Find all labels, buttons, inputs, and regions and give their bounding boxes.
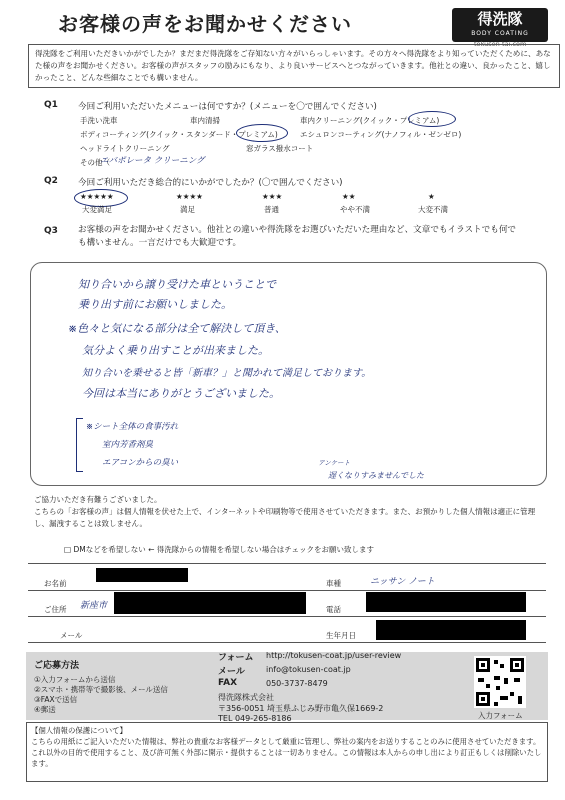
comment-line: ※色々と気になる部分は全て解決して頂き、 bbox=[68, 322, 286, 335]
q1-option: エシュロンコーティング(ナノフィル・ゼンゼロ) bbox=[300, 130, 462, 139]
intro-text: 得洗隊をご利用いただきいかがでしたか？まだまだ得洗隊をご存知ない方々がいらっしゃいます。その方々へ得洗隊をより知っていただくために、あなた様の声をお聞かせください。お客様の声がスタッフの励みにもなり、より良いサービスへとつながっていきます。他社との違い、良かったこと、嬉しかったこと、どんな些細なことでも構いません。 bbox=[28, 44, 560, 88]
q1-label: Q1 bbox=[44, 100, 58, 110]
q1-option: その他（ bbox=[80, 158, 110, 167]
rating-label: 大変不満 bbox=[418, 205, 448, 214]
comment-line: 乗り出す前にお願いしました。 bbox=[78, 298, 232, 311]
comment-line: 知り合いから譲り受けた車ということで bbox=[78, 278, 276, 291]
address-label: ご住所 bbox=[44, 605, 67, 614]
consent-text: こちらの「お客様の声」は個人情報を伏せた上で、インターネットや印刷物等で使用させていただきます。また、お預かりした個人情報は適正に管理し、漏洩することは致しません。 bbox=[34, 507, 536, 528]
mail-label: メール bbox=[60, 631, 83, 640]
company-address: 〒356-0051 埼玉県ふじみ野市亀久保1669-2 bbox=[218, 704, 384, 713]
address-value: 新座市 bbox=[80, 601, 108, 611]
q1-question: 今回ご利用いただいたメニューは何ですか？(メニューを〇で囲んでください) bbox=[78, 102, 377, 112]
dm-optout-checkbox[interactable]: □ DMなどを希望しない ← 得洗隊からの情報を希望しない場合はチェックをお願い致します bbox=[64, 545, 375, 554]
selection-circle bbox=[408, 111, 456, 127]
redacted-phone bbox=[366, 592, 526, 612]
bracket-mark bbox=[76, 418, 83, 472]
rating-label: 大変満足 bbox=[82, 205, 112, 214]
rating-label: 普通 bbox=[264, 205, 279, 214]
company-logo bbox=[452, 8, 548, 42]
fax-number: 050-3737-8479 bbox=[266, 679, 328, 688]
q3-label: Q3 bbox=[44, 226, 58, 236]
form-url[interactable]: http://tokusen-coat.jp/user-review bbox=[266, 651, 402, 660]
q1-option: ボディコーティング(クイック・スタンダード・プレミアム) bbox=[80, 130, 278, 139]
q2-label: Q2 bbox=[44, 176, 58, 186]
thanks-text: ご協力いただき有難うございました。 bbox=[34, 495, 162, 504]
privacy-notice bbox=[26, 722, 548, 782]
privacy-title: 【個人情報の保護について】 bbox=[31, 726, 127, 735]
rating-label: やや不満 bbox=[340, 205, 370, 214]
rating-stars: ★★★★ bbox=[176, 192, 203, 201]
site-url: tokusen-tai.com bbox=[474, 40, 527, 48]
redacted-address bbox=[114, 592, 306, 614]
birth-label: 生年月日 bbox=[326, 631, 356, 640]
rating-label: 満足 bbox=[180, 205, 195, 214]
qr-caption: 入力フォーム bbox=[478, 711, 523, 720]
car-value: ニッサン ノート bbox=[370, 577, 435, 587]
method-item: ④郵送 bbox=[34, 705, 56, 714]
company-name: 得洗隊株式会社 bbox=[218, 693, 274, 702]
rating-stars: ★ bbox=[428, 192, 435, 201]
rating-stars: ★★★ bbox=[262, 192, 283, 201]
rating-stars: ★★★★★ bbox=[80, 192, 114, 201]
logo-subtext: BODY COATING bbox=[471, 30, 529, 37]
q2-question: 今回ご利用いただき総合的にいかがでしたか？(〇で囲んでください) bbox=[78, 178, 343, 188]
survey-note: 遅くなりすみませんでした bbox=[328, 471, 424, 480]
redacted-name bbox=[96, 568, 188, 582]
rating-stars: ★★ bbox=[342, 192, 356, 201]
q1-option: 車内クリーニング(クイック・プレミアム) bbox=[300, 116, 440, 125]
car-label: 車種 bbox=[326, 579, 341, 588]
company-tel: TEL 049-265-8186 bbox=[218, 714, 292, 723]
privacy-text: こちらの用紙にご記入いただいた情報は、弊社の貴重なお客様データとして厳重に管理し、弊社の案内をお送りすることのみに使用させていただきます。これ以外の目的で使用すること、及び許可無く外部に開示・提供することは一切ありません。この情報は本人からの申し出により訂正もしくは削除いたします。 bbox=[31, 737, 542, 768]
note-line: ※シート全体の食事汚れ bbox=[86, 422, 179, 432]
how-title: ご応募方法 bbox=[34, 661, 80, 671]
qr-code-icon[interactable] bbox=[474, 656, 526, 708]
note-line: 室内芳香剤臭 bbox=[102, 440, 154, 450]
row-divider bbox=[28, 642, 546, 643]
mail-address[interactable]: info@tokusen-coat.jp bbox=[266, 665, 351, 674]
method-item: ①入力フォームから送信 bbox=[34, 675, 116, 684]
handwritten-other: エバポレータ クリーニング bbox=[100, 156, 205, 166]
method-item: ②スマホ・携帯等で撮影後、メール送信 bbox=[34, 685, 168, 694]
q1-option: 手洗い洗車 bbox=[80, 116, 118, 125]
survey-note: アンケート bbox=[318, 459, 351, 467]
redacted-birthdate bbox=[376, 620, 526, 640]
logo-text: 得洗隊 bbox=[477, 10, 523, 28]
phone-label: 電話 bbox=[326, 605, 341, 614]
q3-question: お客様の声をお聞かせください。他社との違いや得洗隊をお選びいただいた理由など、文章でもイラストでも何でも構いません。一言だけでも大歓迎です。 bbox=[78, 225, 517, 248]
method-item: ③FAXで送信 bbox=[34, 695, 78, 704]
row-divider bbox=[28, 616, 546, 617]
comment-line: 気分よく乗り出すことが出来ました。 bbox=[82, 344, 269, 357]
comment-line: 今回は本当にありがとうございました。 bbox=[82, 387, 280, 400]
q1-option: ヘッドライトクリーニング bbox=[80, 144, 170, 153]
comment-line: 知り合いを乗せると皆「新車？」と聞かれて満足しております。 bbox=[82, 368, 372, 379]
selection-circle bbox=[236, 124, 288, 142]
row-divider bbox=[28, 590, 546, 591]
fax-label: FAX bbox=[218, 678, 238, 688]
note-line: エアコンからの臭い bbox=[102, 458, 179, 468]
name-label: お名前 bbox=[44, 579, 67, 588]
q1-option: 車内清掃 bbox=[190, 116, 220, 125]
form-label: フォーム bbox=[218, 653, 254, 663]
page-title: お客様の声をお聞かせください bbox=[58, 12, 352, 36]
mail-method-label: メール bbox=[218, 667, 245, 677]
q1-option: 窓ガラス撥水コート bbox=[246, 144, 314, 153]
